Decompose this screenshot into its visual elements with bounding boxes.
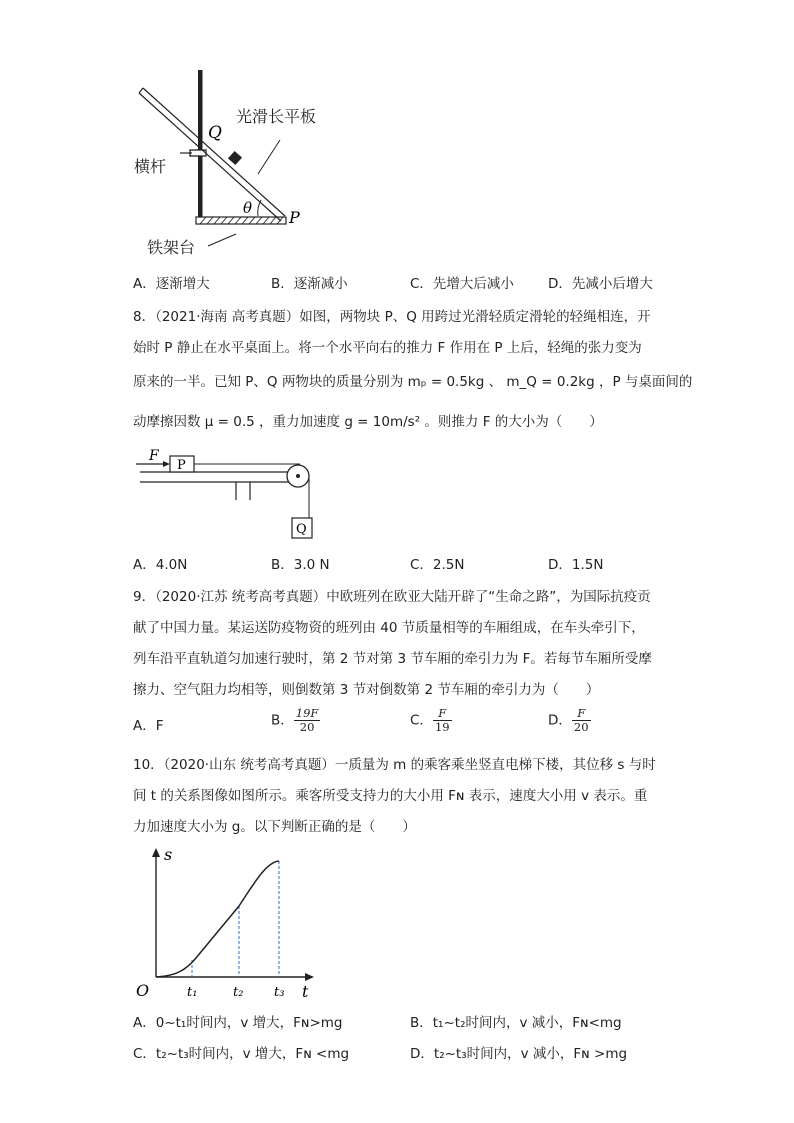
q8-line-3: 原来的一半。已知 P、Q 两物块的质量分别为 mₚ = 0.5kg 、 m_Q = 0.2kg ，P 与桌面间的 [133,374,693,390]
q9-line-1: 9．（2020·江苏 统考高考真题）中欧班列在欧亚大陆开辟了“生命之路”，为国际抗疫贡 [133,589,651,605]
s-t-curve [156,861,279,977]
force-f-label: F [149,448,159,464]
block-q-label: Q [296,522,307,537]
q9-option-d[interactable]: D． $\frac{F}{20}$ [548,706,589,734]
q9-line-3: 列车沿平直轨道匀加速行驶时，第 2 节对第 3 节车厢的牵引力为 F。若每节车厢所受摩 [133,651,652,667]
vertical-rod [198,70,203,217]
board-label: 光滑长平板 [236,107,317,126]
q9-d-numerator: F [572,707,591,721]
t-axis-label: t [302,982,309,1000]
q9-b-denominator: 20 [299,720,315,734]
q10-line-2: 间 t 的关系图像如图所示。乘客所受支持力的大小用 Fɴ 表示，速度大小用 v 表示。重 [133,788,648,804]
q8-option-c[interactable]: C．2.5N [410,557,465,573]
q7-option-a[interactable]: A．逐渐增大 [133,276,210,292]
q10-option-a[interactable]: A．0~t₁时间内，v 增大，Fɴ>mg [133,1015,343,1031]
t1-label: t₁ [187,985,198,1000]
q8-option-a[interactable]: A．4.0N [133,557,188,573]
q7-option-d[interactable]: D．先减小后增大 [548,276,653,292]
q9-line-2: 献了中国力量。某运送防疫物资的班列由 40 节质量相等的车厢组成，在车头牵引下， [133,620,645,636]
q-label: Q [208,123,222,143]
q7-option-b[interactable]: B．逐渐减小 [271,276,348,292]
q9-line-4: 擦力、空气阻力均相等，则倒数第 3 节对倒数第 2 节车厢的牵引力为（ ） [133,682,600,698]
q10-option-d[interactable]: D．t₂~t₃时间内，v 减小，Fɴ >mg [410,1046,628,1062]
q9-option-b[interactable]: B． $\frac{19F}{20}$ [271,706,319,734]
q9-c-numerator: F [433,707,452,721]
crossbar-label: 横杆 [134,157,167,176]
theta-label: θ [243,199,253,217]
q10-line-3: 力加速度大小为 g。以下判断正确的是（ ） [133,819,416,835]
t3-label: t₃ [274,985,285,1000]
q9-option-c[interactable]: C． $\frac{F}{19}$ [410,706,450,734]
q7-option-c[interactable]: C．先增大后减小 [410,276,514,292]
q10-line-1: 10．（2020·山东 统考高考真题）一质量为 m 的乘客乘坐竖直电梯下楼，其位移 s 与时 [133,757,656,773]
q10-option-b[interactable]: B．t₁~t₂时间内，v 减小，Fɴ<mg [410,1015,622,1031]
p-label: P [289,208,300,227]
pulley-figure [130,448,320,548]
q8-line-1: 8．（2021·海南 高考真题）如图，两物块 P、Q 用跨过光滑轻质定滑轮的轻绳相连，开 [133,309,651,325]
block-p-label: P [177,458,186,473]
origin-label: O [136,981,150,1000]
block [228,151,242,165]
q9-b-numerator: 19F [295,706,319,720]
q8-option-d[interactable]: D．1.5N [548,557,604,573]
q8-option-b[interactable]: B．3.0 N [271,557,330,573]
stand-label: 铁架台 [147,238,196,257]
t2-label: t₂ [233,985,244,1000]
q10-option-c[interactable]: C．t₂~t₃时间内，v 增大，Fɴ <mg [133,1046,350,1062]
s-axis-label: s [164,845,173,864]
displacement-time-graph [128,840,328,1000]
q8-line-4: 动摩擦因数 μ = 0.5 ，重力加速度 g = 10m/s² 。则推力 F 的大小为（ ） [133,414,603,430]
q9-d-denominator: 20 [573,720,589,734]
q9-c-denominator: 19 [434,720,450,734]
q8-line-2: 始时 P 静止在水平桌面上。将一个水平向右的推力 F 作用在 P 上后，轻绳的张力变为 [133,340,642,356]
q9-option-a[interactable]: A．F [133,718,164,734]
